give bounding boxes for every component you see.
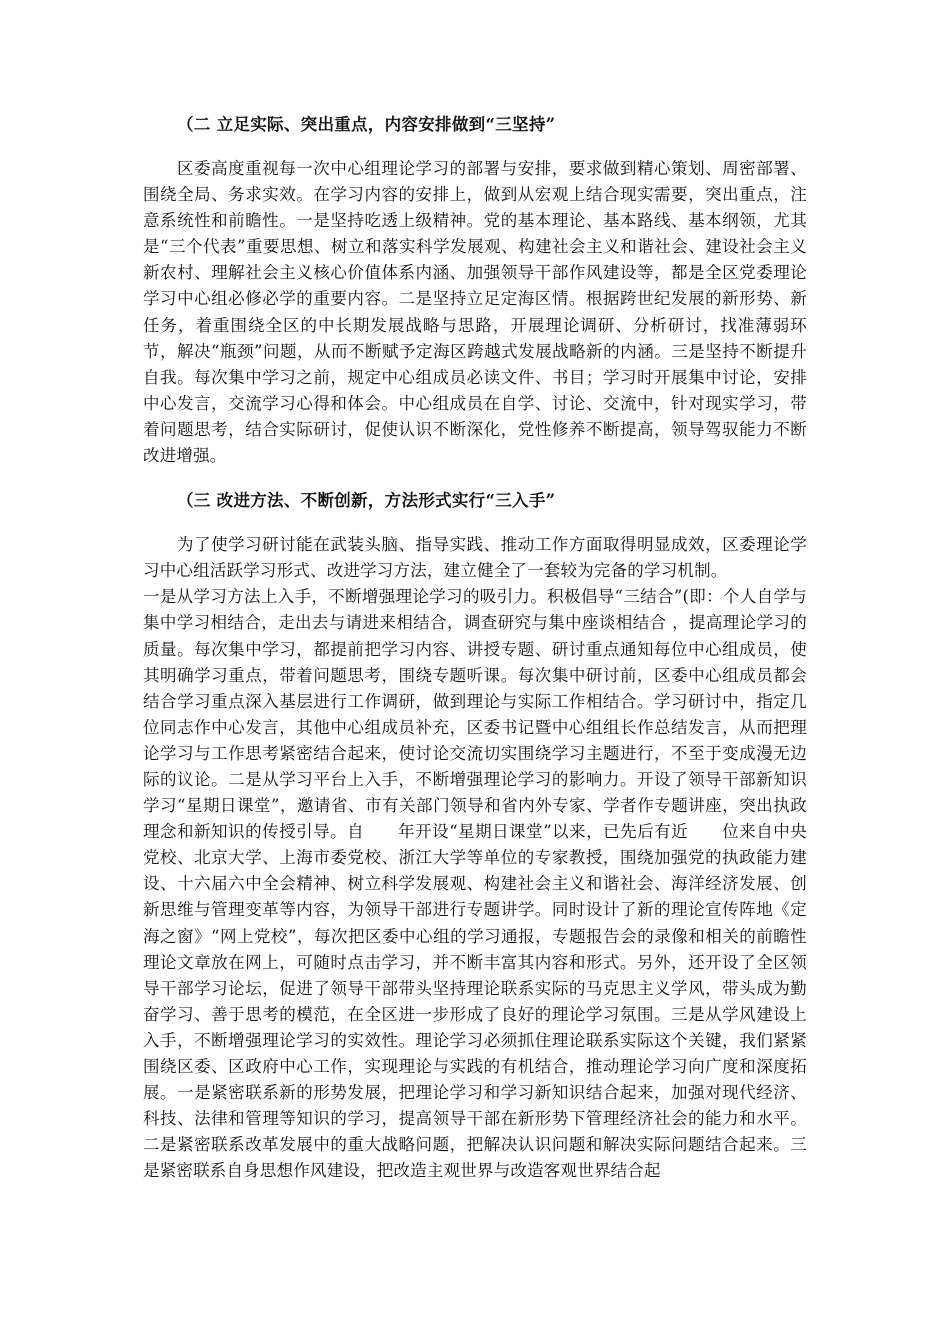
spacer xyxy=(143,514,807,532)
section-2-paragraph: 区委高度重视每一次中心组理论学习的部署与安排，要求做到精心策划、周密部署、围绕全局、务求实效。在学习内容的安排上，做到从宏观上结合现实需要，突出重点，注意系统性和前瞻性。一是坚持吃透上级精神。党的基本理论、基本路线、基本纲领，尤其是“三个代表”重要思想、树立和落实科学发展观、构建社会主义和谐社会、建设社会主义新农村、理解社会主义核心价值体系内涵、加强领导干部作风建设等，都是全区党委理论学习中心组必修必学的重要内容。二是坚持立足定海区情。根据跨世纪发展的新形势、新任务，着重围绕全区的中长期发展战略与思路，开展理论调研、分析研讨，找准薄弱环节，解决“瓶颈”问题，从而不断赋予定海区跨越式发展战略新的内涵。三是坚持不断提升自我。每次集中学习之前，规定中心组成员必读文件、书目；学习时开展集中讨论，安排中心发言，交流学习心得和体会。中心组成员在自学、讨论、交流中，针对现实学习，带着问题思考，结合实际研讨，促使认识不断深化，党性修养不断提高，领导驾驭能力不断改进增强。 xyxy=(143,159,807,466)
section-heading-2: （二 立足实际、突出重点，内容安排做到“三坚持” xyxy=(177,115,556,134)
spacer xyxy=(143,469,807,488)
section-3-intro-paragraph: 为了使学习研讨能在武装头脑、指导实践、推动工作方面取得明显成效，区委理论学习中心组活跃学习形式、改进学习方法，建立健全了一套较为完备的学习机制。 xyxy=(143,535,807,581)
spacer xyxy=(143,138,807,156)
section-heading-3: （三 改进方法、不断创新，方法形式实行“三入手” xyxy=(177,491,556,511)
document-page xyxy=(143,112,807,1184)
section-3-body-paragraph: 一是从学习方法上入手，不断增强理论学习的吸引力。积极倡导“三结合”(即：个人自学与集中学习相结合，走出去与请进来相结合，调查研究与集中座谈相结合 ，提高理论学习的质量。每次集中学习，都提前把学习内容、讲授专题、研讨重点通知每位中心组成员，使其明确学习重点，带着问题思考，围绕专题听课。每次集中研讨前，区委中心组成员都会结合学习重点深入基层进行工作调研，做到理论与实际工作相结合。学习研讨中，指定几位同志作中心发言，其他中心组成员补充，区委书记暨中心组组长作总结发言，从而把理论学习与工作思考紧密结合起来，使讨论交流切实围绕学习主题进行，不至于变成漫无边际的议论。二是从学习平台上入手，不断增强理论学习的影响力。开设了领导干部新知识学习“星期日课堂”，邀请省、市有关部门领导和省内外专家、学者作专题讲座，突出执政理念和新知识的传授引导。自 年开设“星期日课堂”以来，已先后有近 位来自中央党校、北京大学、上海市委党校、浙江大学等单位的专家教授，围绕加强党的执政能力建设、十六届六中全会精神、树立科学发展观、构建社会主义和谐社会、海洋经济发展、创新思维与管理变革等内容，为领导干部进行专题讲学。同时设计了新的理论宣传阵地《定海之窗》“网上党校”，每次把区委中心组的学习通报，专题报告会的录像和相关的前瞻性理论文章放在网上，可随时点击学习，并不断丰富其内容和形式。另外，还开设了全区领导干部学习论坛，促进了领导干部带头坚持理论联系实际的马克思主义学风，带头成为勤奋学习、善于思考的模范，在全区进一步形成了良好的理论学习氛围。三是从学风建设上入手，不断增强理论学习的实效性。理论学习必须抓住理论联系实际这个关键，我们紧紧围绕区委、区政府中心工作，实现理论与实践的有机结合，推动理论学习向广度和深度拓展。一是紧密联系新的形势发展，把理论学习和学习新知识结合起来，加强对现代经济、科技、法律和管理等知识的学习，提高领导干部在新形势下管理经济社会的能力和水平。二是紧密联系改革发展中的重大战略问题，把解决认识问题和解决实际问题结合起来。三是紧密联系自身思想作风建设，把改造主观世界与改造客观世界结合起 xyxy=(143,587,807,1181)
